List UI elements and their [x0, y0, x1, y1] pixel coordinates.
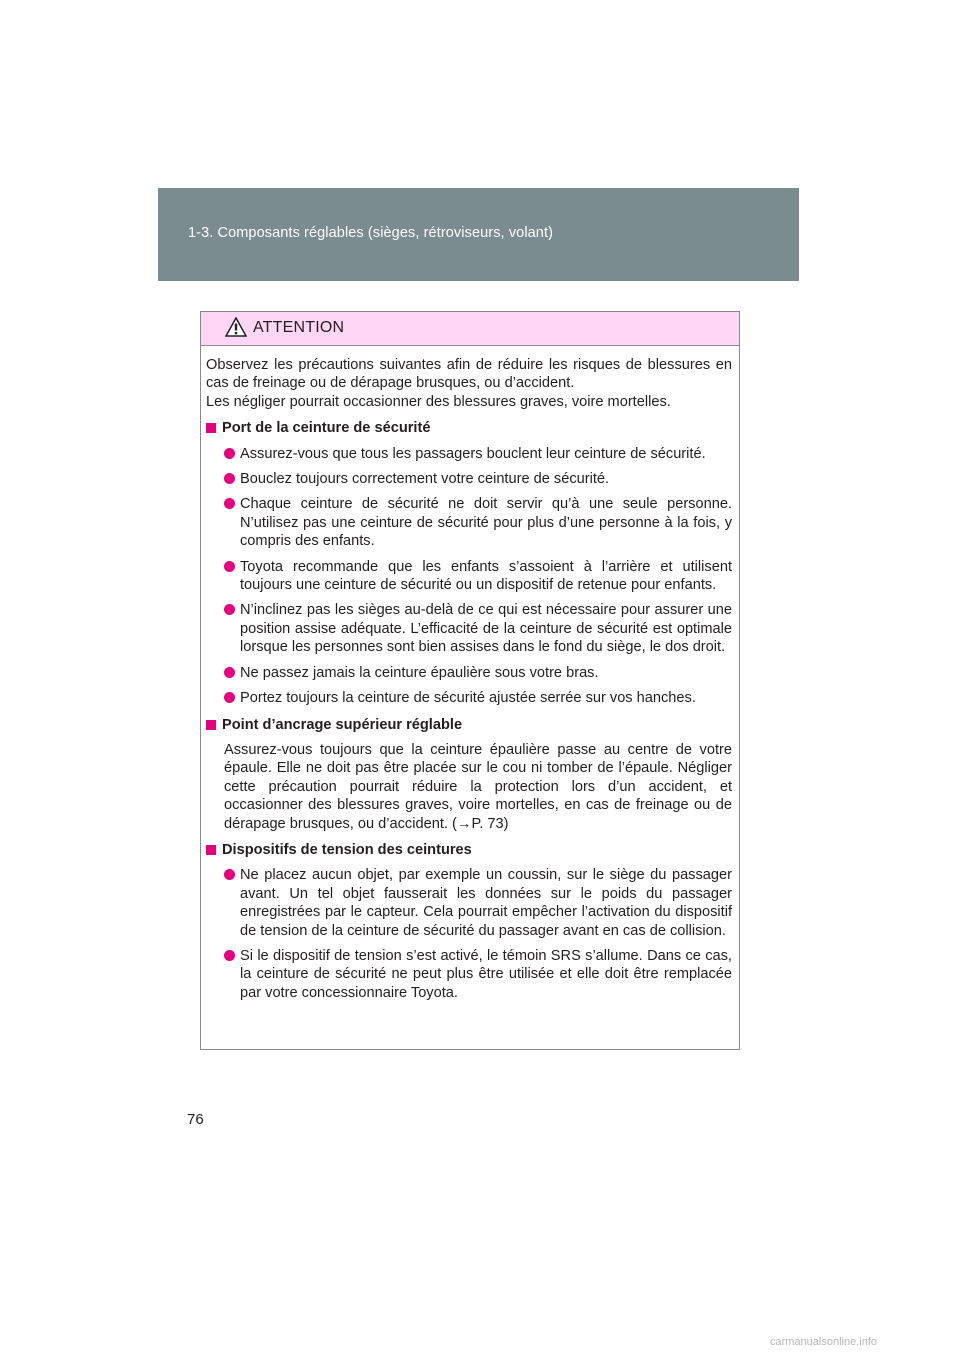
- section-heading: [206, 841, 732, 859]
- list-item-text: Ne passez jamais la ceinture épaulière sous votre bras.: [240, 664, 599, 681]
- section-heading-label: Port de la ceinture de sécurité: [222, 420, 431, 437]
- list-item: [206, 445, 732, 463]
- warning-box-title: ATTENTION: [253, 319, 345, 336]
- circle-bullet-icon: [224, 473, 235, 484]
- warning-box-content: [201, 356, 739, 1002]
- section-heading-label: Dispositifs de tension des ceintures: [222, 841, 472, 858]
- square-bullet-icon: [206, 423, 216, 433]
- list-item: [206, 689, 732, 707]
- list-item-text: Assurez-vous que tous les passagers bouclent leur ceinture de sécurité.: [240, 445, 706, 462]
- list-item-text: Si le dispositif de tension s’est activé, le témoin SRS s’allume. Dans ce cas, la ceinture de sécurité ne peut plus être utilisée et elle doit être remplacée par votre concessionnaire Toyota.: [240, 947, 732, 1001]
- list-item-text: N’inclinez pas les sièges au-delà de ce qui est nécessaire pour assurer une position assise adéquate. L’efficacité de la ceinture de sécurité est optimale lorsque les personnes sont bien assises dans le fond du siège, le dos droit.: [240, 602, 732, 656]
- list-item: [206, 664, 732, 682]
- circle-bullet-icon: [224, 869, 235, 880]
- warning-triangle-icon: [225, 317, 247, 337]
- list-item: [206, 495, 732, 550]
- section-paragraph: Assurez-vous toujours que la ceinture épaulière passe au centre de votre épaule. Elle ne doit pas être placée sur le cou ni tomber de l’épaule. Négliger cette précaution pourrait réduire la protection lors d’un accident, et occasionner des blessures graves, voire mortelles, en cas de freinage ou de dérapage brusques, ou d’accident. (→P. 73): [224, 741, 732, 832]
- intro-paragraph: Les négliger pourrait occasionner des blessures graves, voire mortelles.: [206, 393, 671, 410]
- circle-bullet-icon: [224, 950, 235, 961]
- watermark[interactable]: carmanualsonline.info: [770, 1336, 878, 1348]
- section-heading: [206, 419, 732, 437]
- intro-paragraph: Observez les précautions suivantes afin de réduire les risques de blessures en cas de freinage ou de dérapage brusques, ou d’accident.: [206, 357, 732, 392]
- circle-bullet-icon: [224, 667, 235, 678]
- section-heading-label: Point d’ancrage supérieur réglable: [222, 716, 463, 733]
- warning-box-header: [201, 312, 739, 346]
- page-number: 76: [187, 1111, 204, 1128]
- list-item: [206, 470, 732, 488]
- circle-bullet-icon: [224, 448, 235, 459]
- list-item-text: Portez toujours la ceinture de sécurité ajustée serrée sur vos hanches.: [240, 690, 696, 707]
- list-item-text: Chaque ceinture de sécurité ne doit servir qu’à une seule personne. N’utilisez pas une ceinture de sécurité pour plus d’une personne à la fois, y compris des enfants.: [240, 496, 732, 550]
- list-item: [206, 601, 732, 656]
- list-item-text: Bouclez toujours correctement votre ceinture de sécurité.: [240, 471, 610, 488]
- circle-bullet-icon: [224, 498, 235, 509]
- chapter-title: 1-3. Composants réglables (sièges, rétroviseurs, volant): [188, 225, 554, 241]
- warning-box: [200, 311, 740, 1050]
- square-bullet-icon: [206, 720, 216, 730]
- list-item: [206, 947, 732, 1002]
- list-item: [206, 558, 732, 595]
- circle-bullet-icon: [224, 561, 235, 572]
- square-bullet-icon: [206, 845, 216, 855]
- section-heading: [206, 716, 732, 734]
- list-item: [206, 866, 732, 940]
- list-item-text: Ne placez aucun objet, par exemple un coussin, sur le siège du passager avant. Un tel objet fausserait les données sur le poids du passager enregistrées par le capteur. Cela pourrait empêcher l’activation du dispositif de tension de la ceinture de sécurité du passager avant en cas de collision.: [240, 867, 732, 939]
- circle-bullet-icon: [224, 692, 235, 703]
- circle-bullet-icon: [224, 604, 235, 615]
- list-item-text: Toyota recommande que les enfants s’assoient à l’arrière et utilisent toujours une ceinture de sécurité ou un dispositif de retenue pour enfants.: [240, 558, 732, 594]
